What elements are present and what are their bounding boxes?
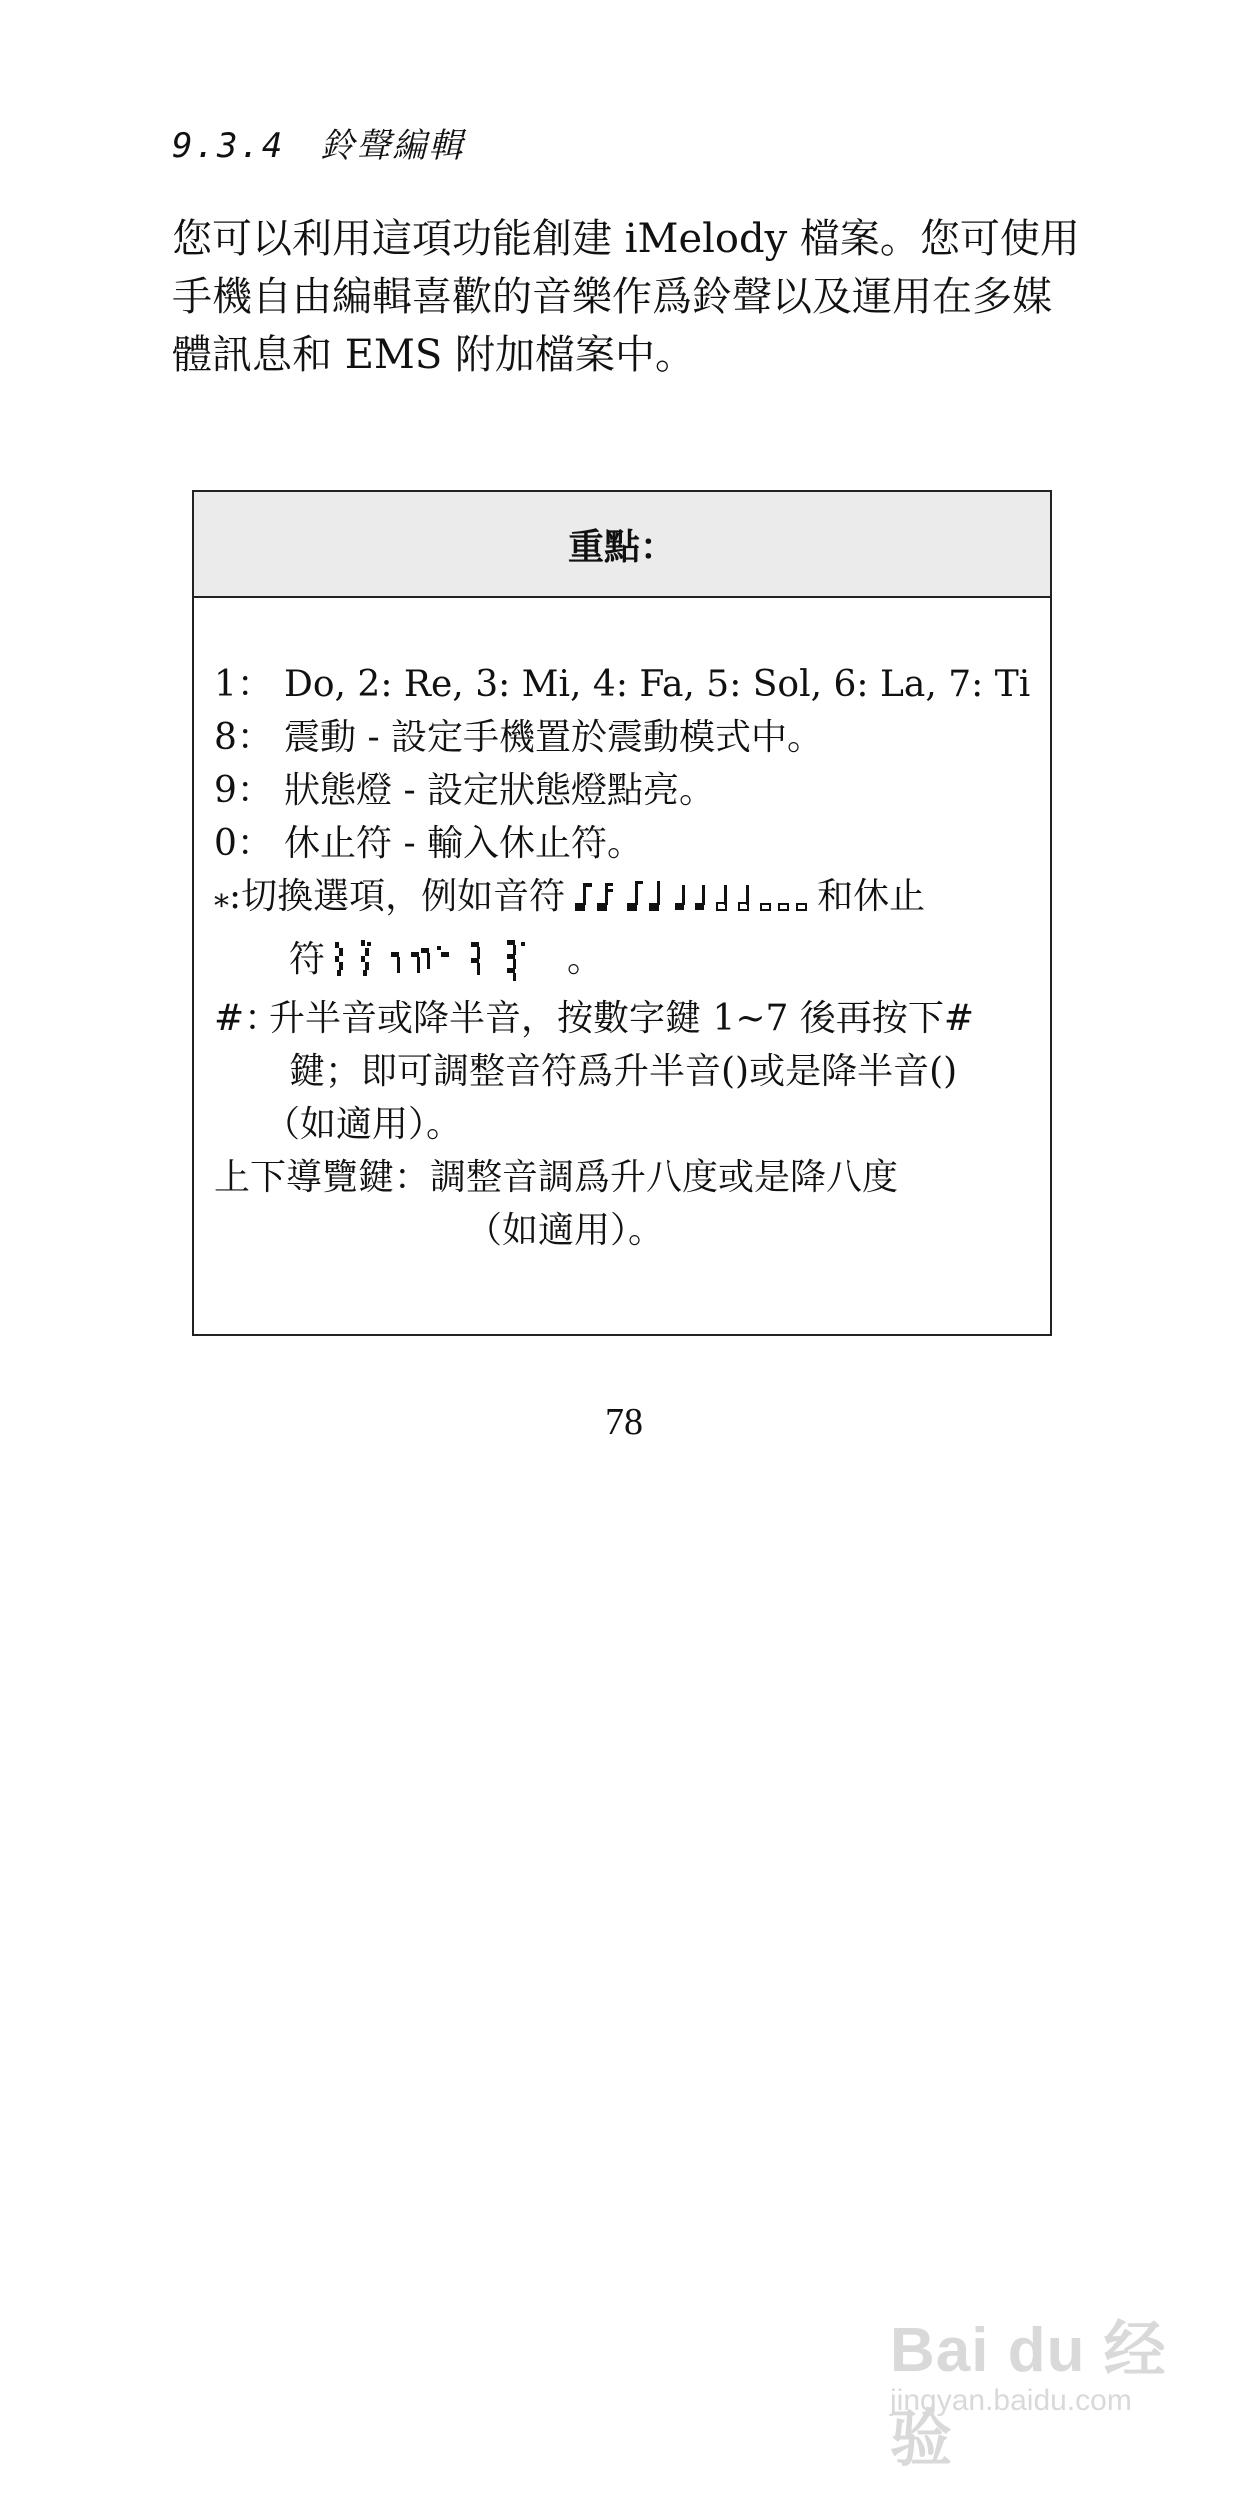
key-description: 。 — [567, 939, 604, 980]
important-body — [194, 598, 1050, 1257]
key-row-star — [214, 870, 1050, 923]
key-label: 0： — [214, 823, 273, 864]
key-label: 1： — [214, 664, 273, 705]
key-description: 震動 - 設定手機置於震動模式中。 — [284, 717, 824, 758]
key-row-8 — [214, 711, 1050, 764]
key-row-hash — [214, 992, 1050, 1045]
key-description: 上下導覽鍵：調整音調爲升八度或是降八度 — [214, 1157, 899, 1198]
music-rests-icon — [331, 938, 561, 982]
key-description: 符 — [289, 939, 326, 980]
key-row-9 — [214, 764, 1050, 817]
key-row-nav-cont — [214, 1204, 1050, 1257]
key-description: 升半音或降半音，按數字鍵 1~7 後再按下# — [269, 998, 975, 1039]
page-number: 78 — [605, 1401, 643, 1443]
key-description: 狀態燈 - 設定狀態燈點亮。 — [284, 770, 716, 811]
intro-paragraph — [172, 210, 1092, 384]
section-heading: 9.3.4 鈴聲編輯 — [172, 126, 465, 166]
key-row-nav — [214, 1151, 1050, 1204]
key-row-hash-cont — [214, 1098, 1050, 1151]
key-description: （如適用）。 — [466, 1210, 665, 1251]
intro-line: 手機自由編輯喜歡的音樂作爲鈴聲以及運用在多媒 — [172, 274, 1052, 320]
music-notes-icon — [571, 877, 811, 917]
intro-line: 體訊息和 EMS 附加檔案中。 — [172, 332, 695, 378]
key-label: * — [214, 889, 229, 924]
key-description: 鍵；即可調整音符爲升半音()或是降半音() — [289, 1051, 958, 1092]
watermark-url: jingyan.baidu.com — [890, 2384, 1132, 2417]
watermark — [870, 2300, 1210, 2474]
key-label: 9： — [214, 770, 273, 811]
key-description: 休止符 - 輸入休止符。 — [284, 823, 644, 864]
key-row-star-cont — [214, 933, 1050, 986]
key-description: （如適用）。 — [264, 1104, 463, 1145]
watermark-brand: Bai du 经验 — [890, 2316, 1167, 2474]
key-label: #： — [214, 998, 281, 1039]
key-row-0 — [214, 817, 1050, 870]
key-description: 和休止 — [817, 876, 926, 917]
key-description: :切換選項，例如音符 — [229, 876, 566, 917]
key-label: 8： — [214, 717, 273, 758]
key-row-hash-cont — [214, 1045, 1050, 1098]
key-row-1 — [214, 658, 1050, 711]
intro-line: 您可以利用這項功能創建 iMelody 檔案。您可使用 — [172, 216, 1080, 262]
important-box — [192, 490, 1052, 1336]
key-description: Do, 2: Re, 3: Mi, 4: Fa, 5: Sol, 6: La, 7: Ti — [284, 664, 1031, 705]
important-title: 重點： — [194, 492, 1050, 598]
